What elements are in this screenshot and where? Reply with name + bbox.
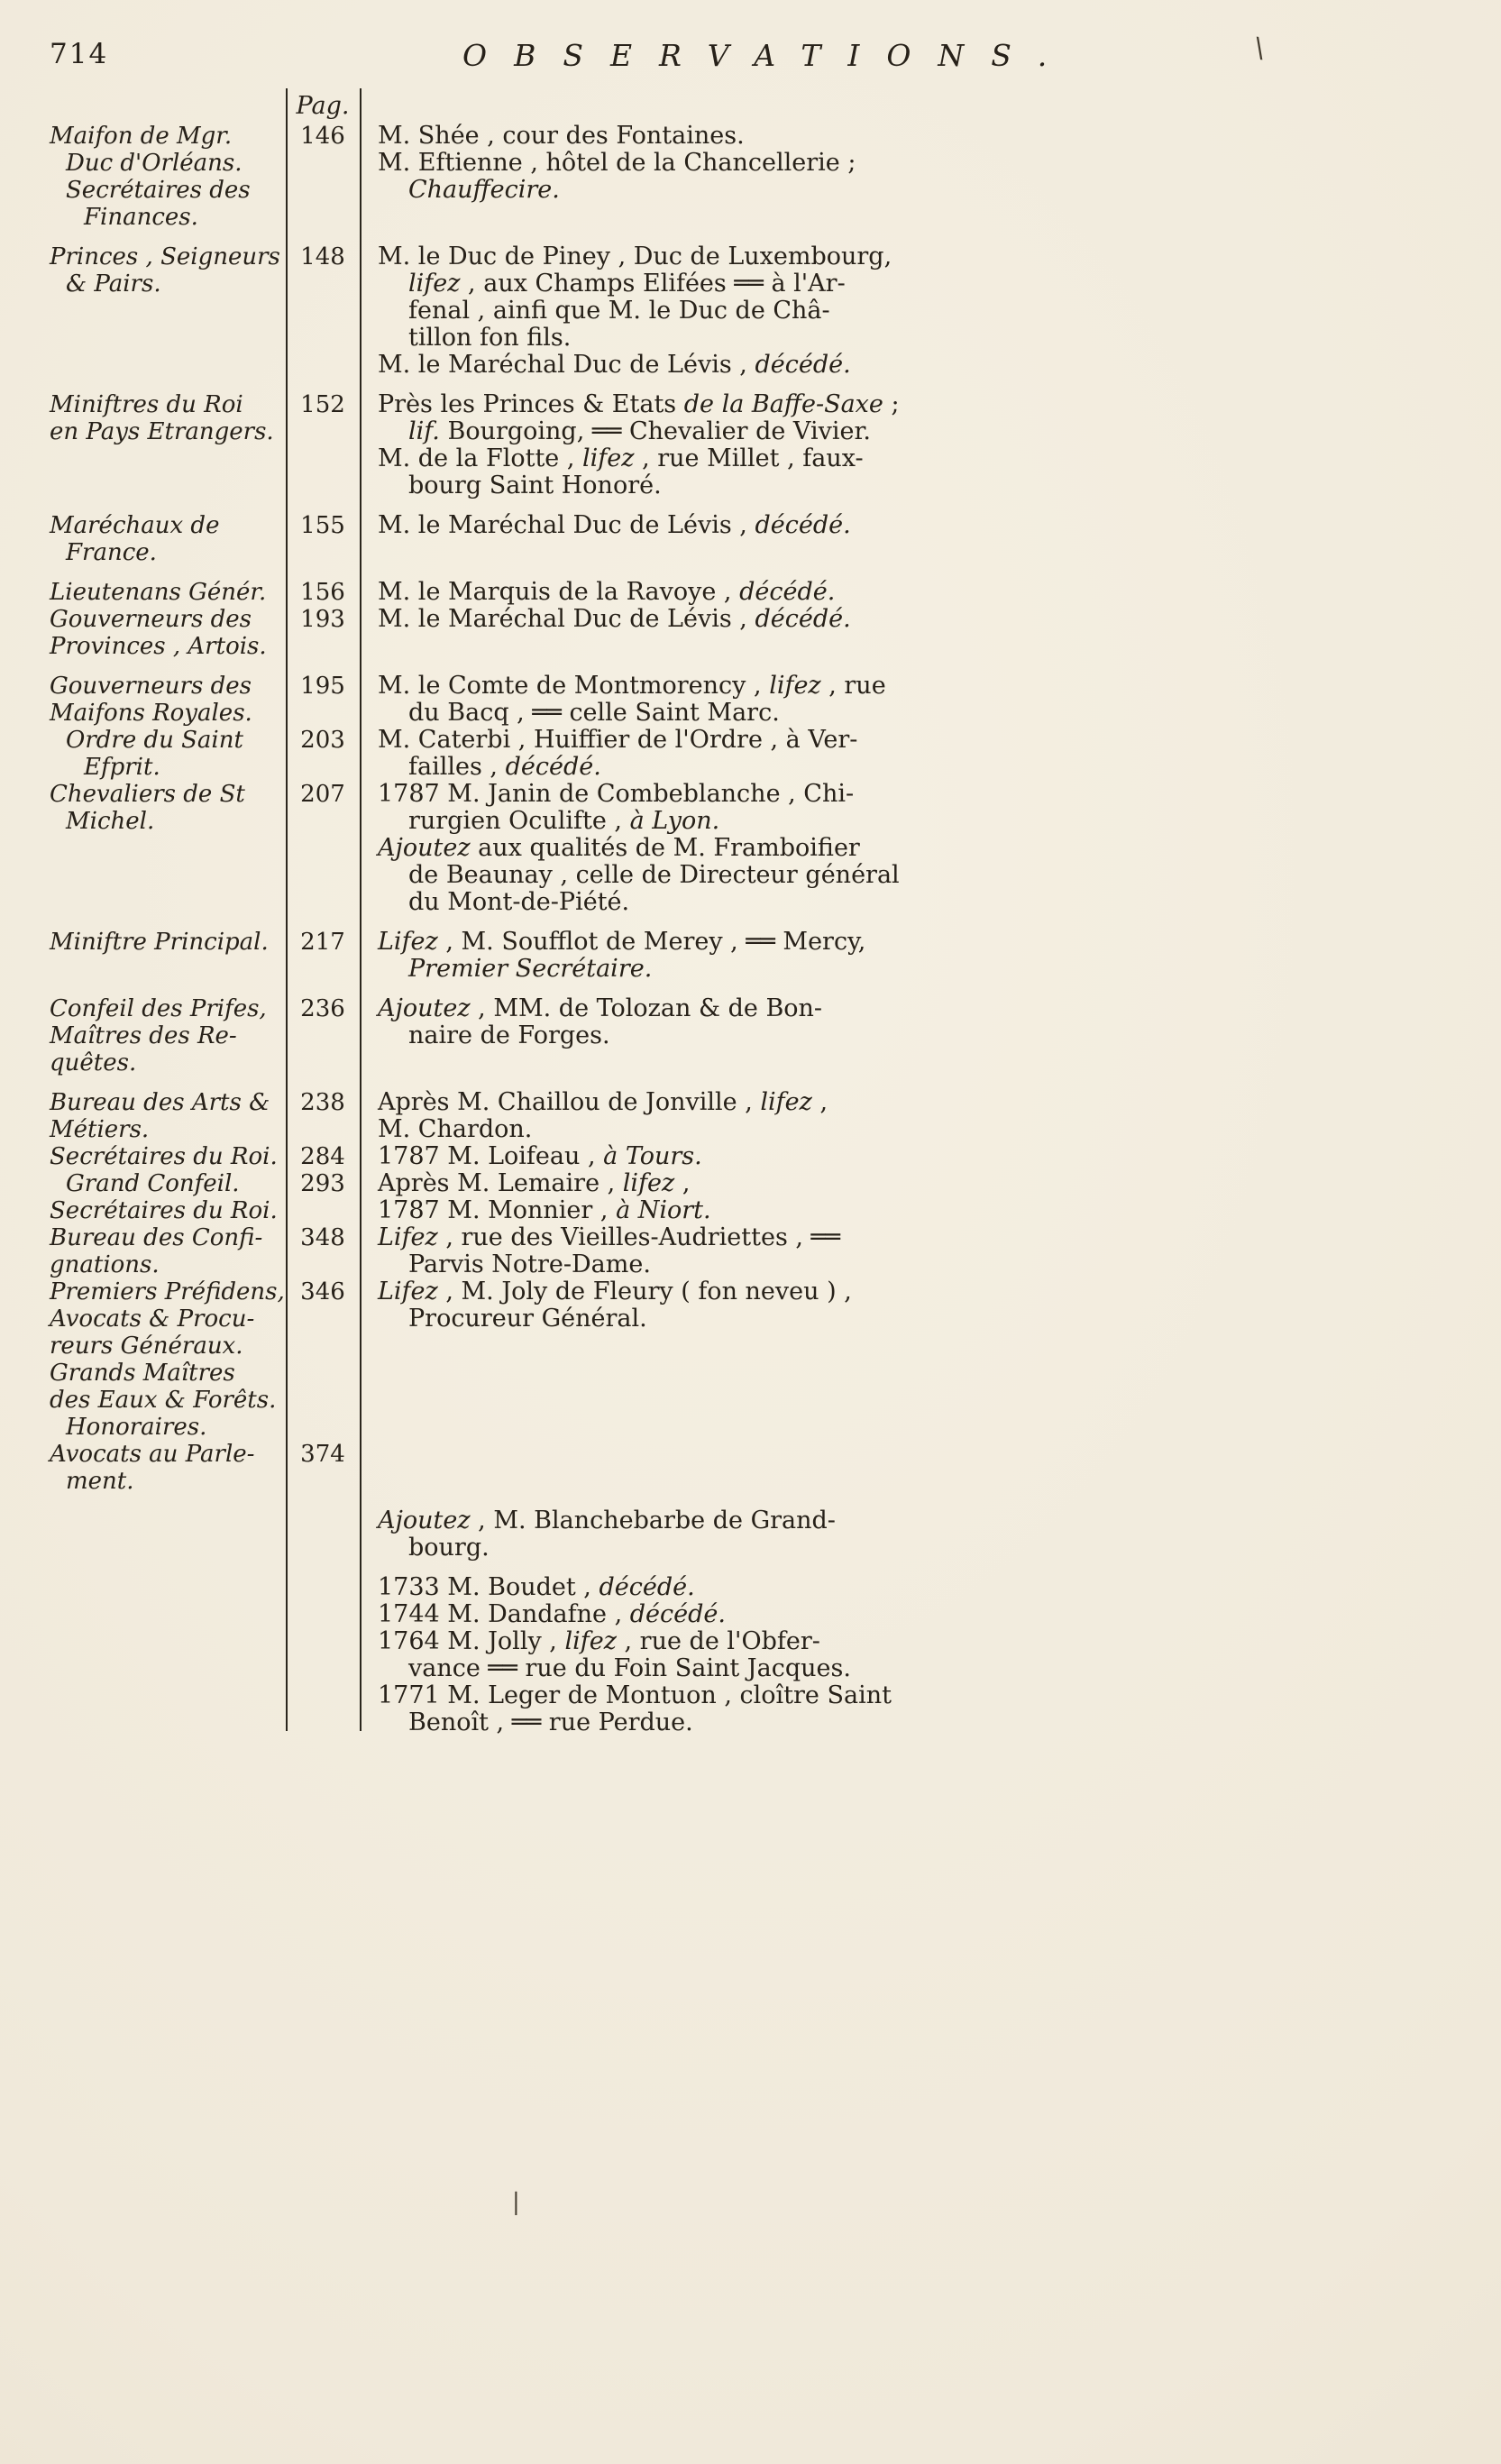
italic-text-segment: à Lyon. (629, 807, 720, 835)
text-segment: du Bacq , ══ celle Saint Marc. (408, 699, 780, 727)
index-entry-line: Lieutenans Génér. (50, 579, 267, 606)
text-segment: M. le Comte de Montmorency , (378, 672, 770, 700)
pag-column-cell (286, 929, 360, 983)
observation-line (378, 391, 1438, 418)
italic-text-segment: de la Baffe-Saxe (683, 390, 883, 418)
text-segment: , (674, 1169, 691, 1197)
text-segment: , M. Joly de Fleury ( fon neveu ) , (437, 1278, 852, 1305)
page-ref: 148 (300, 243, 345, 270)
text-segment: 1771 M. Leger de Montuon , cloître Saint (378, 1681, 892, 1709)
italic-text-segment: décédé. (629, 1600, 726, 1628)
index-column-cell (50, 1507, 286, 1562)
observation-line (378, 1251, 1438, 1278)
index-entry-line: Michel. (66, 808, 155, 835)
italic-text-segment: décédé. (739, 578, 836, 606)
entry-band (50, 995, 1438, 1076)
page-ref (286, 1022, 360, 1049)
pag-column-cell (286, 1507, 360, 1562)
observation-line (378, 1655, 1438, 1682)
index-entry-line: Avocats & Procu- (50, 1305, 255, 1333)
page-ref: 156 (300, 579, 345, 606)
observation-line (378, 512, 1438, 539)
observation-line (378, 995, 1438, 1022)
observation-line (378, 1574, 1438, 1601)
index-entry-line: Provinces , Artois. (50, 633, 267, 660)
page-ref: 293 (300, 1170, 345, 1197)
observations-cell (360, 929, 1438, 983)
observations-cell (360, 391, 1438, 499)
text-segment: M. Shée , cour des Fontaines. (378, 122, 745, 150)
italic-text-segment: lifez (582, 444, 635, 472)
page-ref (286, 808, 360, 835)
observation-line (378, 929, 1438, 956)
page-ref: 238 (300, 1089, 345, 1116)
observations-cell (360, 123, 1438, 231)
page-ref: 348 (300, 1224, 345, 1251)
pag-header-band (50, 92, 1438, 121)
italic-text-segment: lifez (408, 270, 461, 298)
page-ref (286, 177, 360, 204)
text-segment: vance ══ rue du Foin Saint Jacques. (408, 1654, 851, 1682)
text-segment: , rue Millet , faux- (634, 444, 864, 472)
observation-line (378, 700, 1438, 727)
italic-text-segment: Lifez (378, 928, 438, 956)
index-entry-line: Grands Maîtres (50, 1360, 235, 1387)
page-ref (286, 1305, 360, 1333)
text-segment: 1787 M. Loifeau , (378, 1142, 604, 1170)
text-segment: bourg. (408, 1534, 490, 1562)
observations-cell (360, 243, 1438, 379)
page-ref: 193 (300, 606, 345, 633)
index-entry-line: Honoraires. (66, 1414, 207, 1441)
index-column-cell (50, 1574, 286, 1736)
text-segment: du Mont-de-Piété. (408, 888, 630, 916)
text-segment: M. Caterbi , Huiffier de l'Ordre , à Ver- (378, 726, 858, 754)
observation-line (378, 956, 1438, 983)
index-column-cell (50, 929, 286, 983)
observations-cell (360, 995, 1438, 1076)
italic-text-segment: Premier Secrétaire. (408, 955, 653, 983)
text-segment: M. Chardon. (378, 1115, 533, 1143)
index-column-cell (50, 512, 286, 566)
observation-line (378, 352, 1438, 379)
italic-text-segment: décédé. (505, 753, 601, 781)
index-entry-line: Maifon de Mgr. (50, 123, 233, 150)
text-segment: fenal , ainfi que M. le Duc de Châ- (408, 297, 830, 325)
italic-text-segment: lif. (408, 417, 440, 445)
page-ref: 155 (300, 512, 345, 539)
observation-line (378, 1116, 1438, 1143)
index-entry-line: Finances. (84, 204, 198, 231)
index-entry-line: en Pays Etrangers. (50, 418, 274, 445)
index-entry-line: Efprit. (84, 754, 160, 781)
page-ref (286, 539, 360, 566)
index-entry-line: Gouverneurs des (50, 673, 252, 700)
italic-text-segment: décédé. (755, 511, 851, 539)
page-ref: 236 (300, 995, 345, 1022)
index-entry-line: reurs Généraux. (50, 1333, 243, 1360)
text-segment: Parvis Notre-Dame. (408, 1250, 651, 1278)
text-segment: Après M. Chaillou de Jonville , (378, 1088, 761, 1116)
observation-line (378, 1534, 1438, 1562)
index-entry-line: Premiers Préfidens, (50, 1278, 285, 1305)
running-head: OBSERVATIONS. (462, 38, 1075, 73)
text-segment: Procureur Général. (408, 1305, 647, 1333)
index-entry-line: Bureau des Arts & (50, 1089, 270, 1116)
entry-band (50, 673, 1438, 916)
index-entry-line: Maîtres des Re- (50, 1022, 237, 1049)
page-ref (286, 754, 360, 781)
observations-cell (360, 92, 1438, 121)
text-segment: M. le Marquis de la Ravoye , (378, 578, 740, 606)
index-column-cell (50, 92, 286, 121)
observation-line (378, 673, 1438, 700)
page-ref: 346 (300, 1278, 345, 1305)
index-entry-line: quêtes. (50, 1049, 137, 1076)
italic-text-segment: à Niort. (616, 1196, 711, 1224)
text-segment: , rue de l'Obfer- (616, 1627, 820, 1655)
observation-line (378, 1224, 1438, 1251)
page-ref: 207 (300, 781, 345, 808)
index-entry-line: Métiers. (50, 1116, 150, 1143)
index-column-cell (50, 673, 286, 916)
entry-band (50, 1507, 1438, 1562)
page-ref (286, 150, 360, 177)
italic-text-segment: décédé. (599, 1573, 695, 1601)
page-ref (286, 418, 360, 445)
observation-line (378, 1278, 1438, 1305)
column-rule-left (286, 88, 288, 1731)
observation-line (378, 1507, 1438, 1534)
column-rule-right (360, 88, 362, 1731)
observations-cell (360, 1507, 1438, 1562)
observation-line (378, 1305, 1438, 1333)
observation-line (378, 1022, 1438, 1049)
observation-line (378, 472, 1438, 499)
observation-line (378, 1682, 1438, 1709)
text-segment: aux qualités de M. Framboifier (470, 834, 860, 862)
index-entry-line: Duc d'Orléans. (66, 150, 243, 177)
observation-line (378, 1143, 1438, 1170)
italic-text-segment: Ajoutez (378, 834, 471, 862)
italic-text-segment: décédé. (755, 605, 851, 633)
pag-column-cell (286, 1089, 360, 1495)
text-segment: M. le Maréchal Duc de Lévis , (378, 605, 755, 633)
pag-column-cell (286, 1574, 360, 1736)
page-ref (286, 1251, 360, 1278)
page-ref: 217 (300, 929, 345, 956)
index-column-cell (50, 123, 286, 231)
observation-line (378, 325, 1438, 352)
page-ref: 284 (300, 1143, 345, 1170)
text-segment: , (811, 1088, 828, 1116)
observation-line (378, 835, 1438, 862)
text-segment: 1744 M. Dandafne , (378, 1600, 630, 1628)
index-entry-line: des Eaux & Forêts. (50, 1387, 277, 1414)
observation-line (378, 889, 1438, 916)
page-ref: 152 (300, 391, 345, 418)
page-ref (286, 1116, 360, 1143)
pag-column-cell (286, 512, 360, 566)
index-entry-line: Grand Confeil. (66, 1170, 240, 1197)
text-segment: Benoît , ══ rue Perdue. (408, 1708, 693, 1736)
text-segment: Après M. Lemaire , (378, 1169, 623, 1197)
index-column-cell (50, 391, 286, 499)
observations-cell (360, 673, 1438, 916)
text-segment: , M. Soufflot de Merey , ══ Mercy, (437, 928, 866, 956)
page-ref (286, 1333, 360, 1360)
text-segment: , rue (820, 672, 886, 700)
text-segment: de Beaunay , celle de Directeur général (408, 861, 900, 889)
pag-column-cell (286, 579, 360, 660)
content-area (50, 92, 1438, 1736)
text-segment: rurgien Oculifte , (408, 807, 630, 835)
observation-line (378, 808, 1438, 835)
text-segment: naire de Forges. (408, 1021, 610, 1049)
index-and-observations (50, 123, 1438, 1736)
text-segment: ; (883, 390, 900, 418)
index-column-cell (50, 1089, 286, 1495)
observation-line (378, 298, 1438, 325)
text-segment: Près les Princes & Etats (378, 390, 684, 418)
index-entry-line: gnations. (50, 1251, 160, 1278)
observation-line (378, 418, 1438, 445)
text-segment: failles , (408, 753, 506, 781)
observation-line (378, 270, 1438, 298)
page-ref (286, 700, 360, 727)
text-segment: , aux Champs Elifées ══ à l'Ar- (460, 270, 846, 298)
index-entry-line: ment. (66, 1468, 134, 1495)
index-entry-line: France. (66, 539, 157, 566)
index-entry-line: Avocats au Parle- (50, 1441, 255, 1468)
entry-band (50, 391, 1438, 499)
page-ref (286, 1414, 360, 1441)
observation-line (378, 150, 1438, 177)
index-entry-line: Bureau des Confi- (50, 1224, 263, 1251)
observation-line (378, 1628, 1438, 1655)
entry-band (50, 1089, 1438, 1495)
page-ref (286, 1468, 360, 1495)
italic-text-segment: à Tours. (603, 1142, 702, 1170)
italic-text-segment: lifez (622, 1169, 675, 1197)
pag-column-cell (286, 391, 360, 499)
text-segment: tillon fon fils. (408, 324, 572, 352)
observation-line (378, 579, 1438, 606)
index-entry-line: Secrétaires du Roi. (50, 1143, 278, 1170)
observation-line (378, 606, 1438, 633)
index-entry-line: Secrétaires du Roi. (50, 1197, 278, 1224)
italic-text-segment: Ajoutez (378, 994, 471, 1022)
index-entry-line: Miniftre Principal. (50, 929, 269, 956)
pag-column-header: Pag. (296, 92, 350, 120)
observation-line (378, 123, 1438, 150)
observation-line (378, 1709, 1438, 1736)
page-ref (286, 204, 360, 231)
observation-line (378, 862, 1438, 889)
italic-text-segment: Lifez (378, 1278, 438, 1305)
observation-line (378, 1197, 1438, 1224)
entry-band (50, 243, 1438, 379)
italic-text-segment: Lifez (378, 1223, 438, 1251)
index-entry-line: Princes , Seigneurs (50, 243, 280, 270)
text-segment: M. le Maréchal Duc de Lévis , (378, 351, 755, 379)
index-entry-line: Secrétaires des (66, 177, 251, 204)
observation-line (378, 727, 1438, 754)
text-segment: M. Eftienne , hôtel de la Chancellerie ; (378, 149, 856, 177)
text-segment: , MM. de Tolozan & de Bon- (470, 994, 823, 1022)
page-ref: 146 (300, 123, 345, 150)
italic-text-segment: décédé. (755, 351, 851, 379)
text-segment: , M. Blanchebarbe de Grand- (470, 1507, 836, 1534)
observation-line (378, 1089, 1438, 1116)
scan-artifact-top: \ (1252, 32, 1267, 65)
entry-band (50, 579, 1438, 660)
text-segment: 1764 M. Jolly , (378, 1627, 565, 1655)
observation-line (378, 177, 1438, 204)
text-segment: , rue des Vieilles-Audriettes , ══ (437, 1223, 841, 1251)
pag-column-cell (286, 243, 360, 379)
page-ref (286, 1387, 360, 1414)
index-entry-line: Miniftres du Roi (50, 391, 243, 418)
observation-line (378, 1601, 1438, 1628)
text-segment: Bourgoing, ══ Chevalier de Vivier. (439, 417, 871, 445)
entry-band (50, 1574, 1438, 1736)
observations-cell (360, 1089, 1438, 1495)
observations-cell (360, 512, 1438, 566)
italic-text-segment: Chauffecire. (408, 176, 560, 204)
scan-artifact-bottom: | (512, 2189, 520, 2216)
page-ref: 374 (300, 1441, 345, 1468)
observations-cell (360, 1574, 1438, 1736)
page-ref (286, 1197, 360, 1224)
entry-band (50, 123, 1438, 231)
page-ref: 195 (300, 673, 345, 700)
pag-column-cell (286, 673, 360, 916)
italic-text-segment: lifez (760, 1088, 812, 1116)
italic-text-segment: lifez (564, 1627, 617, 1655)
index-entry-line: Maréchaux de (50, 512, 220, 539)
entry-band (50, 512, 1438, 566)
observation-line (378, 445, 1438, 472)
page-top-bar (50, 38, 1438, 85)
page-number: 714 (50, 38, 109, 70)
observation-line (378, 781, 1438, 808)
text-segment: 1733 M. Boudet , (378, 1573, 599, 1601)
index-entry-line: Gouverneurs des (50, 606, 252, 633)
observations-cell (360, 579, 1438, 660)
index-column-cell (50, 579, 286, 660)
page-ref (286, 1360, 360, 1387)
page-ref (286, 633, 360, 660)
text-segment: 1787 M. Monnier , (378, 1196, 617, 1224)
index-entry-line: Chevaliers de St (50, 781, 245, 808)
page-ref: 203 (300, 727, 345, 754)
page-ref (286, 270, 360, 298)
page-ref (286, 1049, 360, 1076)
pag-column-cell (286, 995, 360, 1076)
italic-text-segment: lifez (769, 672, 821, 700)
entry-band (50, 929, 1438, 983)
index-entry-line: Ordre du Saint (66, 727, 243, 754)
text-segment: bourg Saint Honoré. (408, 472, 662, 499)
italic-text-segment: Ajoutez (378, 1507, 471, 1534)
index-entry-line: Maifons Royales. (50, 700, 252, 727)
text-segment: M. de la Flotte , (378, 444, 583, 472)
index-column-cell (50, 995, 286, 1076)
observation-line (378, 1170, 1438, 1197)
observation-line (378, 754, 1438, 781)
index-column-cell (50, 243, 286, 379)
observation-line (378, 243, 1438, 270)
index-entry-line: & Pairs. (66, 270, 161, 298)
text-segment: 1787 M. Janin de Combeblanche , Chi- (378, 780, 855, 808)
text-segment: M. le Duc de Piney , Duc de Luxembourg, (378, 243, 892, 270)
index-entry-line: Confeil des Prifes, (50, 995, 267, 1022)
text-segment: M. le Maréchal Duc de Lévis , (378, 511, 755, 539)
pag-column-cell (286, 123, 360, 231)
